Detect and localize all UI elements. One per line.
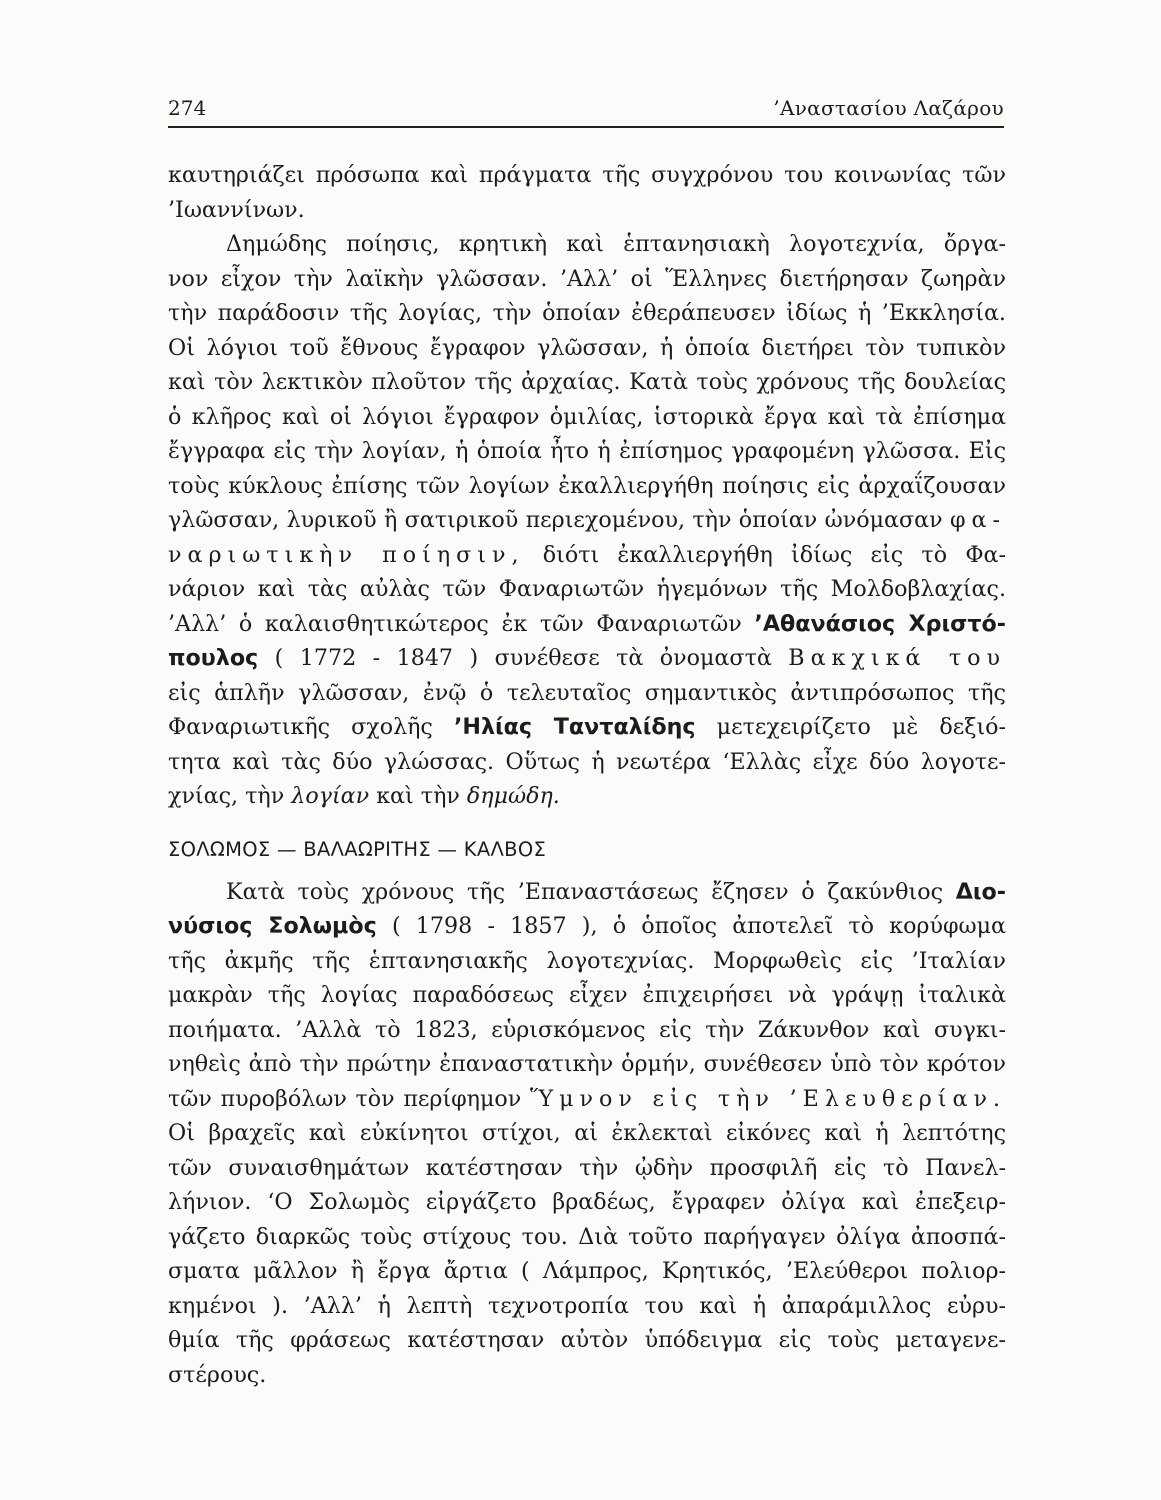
text-line: ἔγγραφα εἰς τὴν λογίαν, ἡ ὁποία ἦτο ἡ ἐπίσημος γραφομένη γλῶσσα. Εἰς <box>168 438 1006 464</box>
text-span: ’Αλλ’ ὁ καλαισθητικώτερος ἐκ τῶν Φαναριωτῶν <box>168 610 742 637</box>
text-line <box>168 875 1006 910</box>
author-name-christopoulos-cont: πουλος <box>168 645 259 671</box>
running-head: ’Αναστασίου Λαζάρου <box>773 96 1004 120</box>
header-rule <box>168 126 1004 128</box>
text-line: λήνιον. ‘Ο Σολωμὸς εἰργάζετο βραδέως, ἔγραφεν ὀλίγα καὶ ἐπεξειρ- <box>168 1189 1006 1215</box>
text-line <box>168 538 1006 573</box>
text-line: τῶν συναισθημάτων κατέστησαν τὴν ᾠδὴν προσφιλῆ εἰς τὸ Πανελ- <box>168 1154 1006 1181</box>
text-line: καὶ τὸν λεκτικὸν πλοῦτον τῆς ἀρχαίας. Κατὰ τοὺς χρόνους τῆς δουλείας <box>168 369 1006 395</box>
author-name-christopoulos: ’Αθανάσιος Χριστό- <box>754 610 1006 637</box>
spaced-term: Βακχικά του <box>788 645 1006 671</box>
text-line: καυτηριάζει πρόσωπα καὶ πράγματα τῆς συγχρόνου του κοινωνίας τῶν <box>168 162 1006 188</box>
author-name-solomos: Διο- <box>955 878 1006 905</box>
text-line: νάριον καὶ τὰς αὐλὰς τῶν Φαναριωτῶν ἡγεμόνων τῆς Μολδοβλαχίας. <box>168 576 1006 602</box>
text-line: μακρὰν τῆς λογίας παραδόσεως εἶχεν ἐπιχειρήσει νὰ γράψῃ ἰταλικὰ <box>168 982 1006 1008</box>
spaced-title-hymn: Ὕμνον εἰς τὴν ’Ελευθερίαν. <box>529 1085 1006 1112</box>
text-line: Οἱ λόγιοι τοῦ ἔθνους ἔγραφον γλῶσσαν, ἡ ὁποία διετήρει τὸν τυπικὸν <box>168 334 1006 361</box>
text-span: διότι ἐκαλλιεργήθη ἰδίως εἰς τὸ Φα- <box>542 541 1006 568</box>
page-number: 274 <box>168 96 207 120</box>
text-line: νηθεὶς ἀπὸ τὴν πρώτην ἐπαναστατικὴν ὁρμήν, συνέθεσεν ὑπὸ τὸν κρότον <box>168 1051 1006 1077</box>
text-line: νον εἶχον τὴν λαϊκὴν γλῶσσαν. ’Αλλ’ οἱ Ἕλληνες διετήρησαν ζωηρὰν <box>168 265 1006 292</box>
text-line <box>168 779 1006 814</box>
text-line: ὁ κλῆρος καὶ οἱ λόγιοι ἔγραφον ὁμιλίας, ἱστορικὰ ἔργα καὶ τὰ ἐπίσημα <box>168 403 1006 430</box>
text-line <box>168 641 1006 676</box>
text-line: κημένοι ). ’Αλλ’ ἡ λεπτὴ τεχνοτροπία του καὶ ἡ ἀπαράμιλλος εὐρυ- <box>168 1292 1006 1319</box>
text-line: ’Ιωαννίνων. <box>168 196 305 223</box>
text-span: καὶ τὴν <box>376 783 460 809</box>
text-line: τῆς ἀκμῆς τῆς ἑπτανησιακῆς λογοτεχνίας. Μορφωθεὶς εἰς ’Ιταλίαν <box>168 947 1006 974</box>
section-heading: ΣΟΛΩΜΟΣ — ΒΑΛΑΩΡΙΤΗΣ — ΚΑΛΒΟΣ <box>168 837 547 861</box>
spaced-term: ναριωτικὴν ποίησιν, <box>168 541 525 568</box>
text-line: τητα καὶ τὰς δύο γλώσσας. Οὕτως ἡ νεωτέρα ‘Ελλὰς εἶχε δύο λογοτε- <box>168 748 1006 775</box>
text-line: σματα μᾶλλον ἢ ἔργα ἄρτια ( Λάμπρος, Κρητικός, ’Ελεύθεροι πολιορ- <box>168 1258 1006 1284</box>
text-span: χνίας, τὴν <box>168 783 285 809</box>
text-line: ποιήματα. ’Αλλὰ τὸ 1823, εὑρισκόμενος εἰς τὴν Ζάκυνθον καὶ συγκι- <box>168 1016 1006 1043</box>
text-line: στέρους. <box>168 1361 267 1388</box>
page-header <box>168 96 1004 126</box>
text-line <box>168 503 1006 538</box>
text-span: Κατὰ τοὺς χρόνους τῆς ’Επαναστάσεως ἔζησεν ὁ ζακύνθιος <box>226 878 944 905</box>
text-line: γάζετο διαρκῶς τοὺς στίχους του. Διὰ τοῦτο παρήγαγεν ὀλίγα ἀποσπά- <box>168 1223 1006 1250</box>
text-span: ( 1772 - 1847 ) συνέθεσε τὰ ὀνομαστὰ <box>274 645 772 671</box>
italic-term: δημώδη. <box>466 783 560 809</box>
text-span: μετεχειρίζετο μὲ δεξιό- <box>716 714 1006 740</box>
spaced-term: φα- <box>949 507 1006 533</box>
text-line: Οἱ βραχεῖς καὶ εὐκίνητοι στίχοι, αἱ ἐκλεκταὶ εἰκόνες καὶ ἡ λεπτότης <box>168 1120 1006 1146</box>
text-span: ( 1798 - 1857 ), ὁ ὁποῖος ἀποτελεῖ τὸ κορύφωμα <box>391 913 1006 939</box>
text-line: θμία τῆς φράσεως κατέστησαν αὐτὸν ὑπόδειγμα εἰς τοὺς μεταγενε- <box>168 1327 1006 1353</box>
body-text <box>168 158 1006 1392</box>
text-line: εἰς ἁπλῆν γλῶσσαν, ἐνῷ ὁ τελευταῖος σημαντικὸς ἀντιπρόσωπος τῆς <box>168 679 1006 706</box>
author-name-tantalidis: ’Ηλίας Τανταλίδης <box>453 714 696 740</box>
text-span: τῶν πυροβόλων τὸν περίφημον <box>168 1085 522 1112</box>
text-span: γλῶσσαν, λυρικοῦ ἢ σατιρικοῦ περιεχομένου, τὴν ὁποίαν ὠνόμασαν <box>168 507 943 533</box>
text-line <box>168 710 1006 745</box>
text-span: Φαναριωτικῆς σχολῆς <box>168 714 433 740</box>
text-line: Δημώδης ποίησις, κρητικὴ καὶ ἑπτανησιακὴ λογοτεχνία, ὄργα- <box>226 231 1006 257</box>
author-name-solomos-cont: νύσιος Σολωμὸς <box>168 913 377 939</box>
text-line <box>168 1082 1006 1117</box>
text-line <box>168 909 1006 944</box>
text-line: τοὺς κύκλους ἐπίσης τῶν λογίων ἐκαλλιεργήθη ποίησις εἰς ἀρχαΐζουσαν <box>168 472 1006 499</box>
italic-term: λογίαν <box>291 783 370 809</box>
text-line: τὴν παράδοσιν τῆς λογίας, τὴν ὁποίαν ἐθεράπευσεν ἰδίως ἡ ’Εκκλησία. <box>168 300 1006 326</box>
text-line <box>168 607 1006 642</box>
